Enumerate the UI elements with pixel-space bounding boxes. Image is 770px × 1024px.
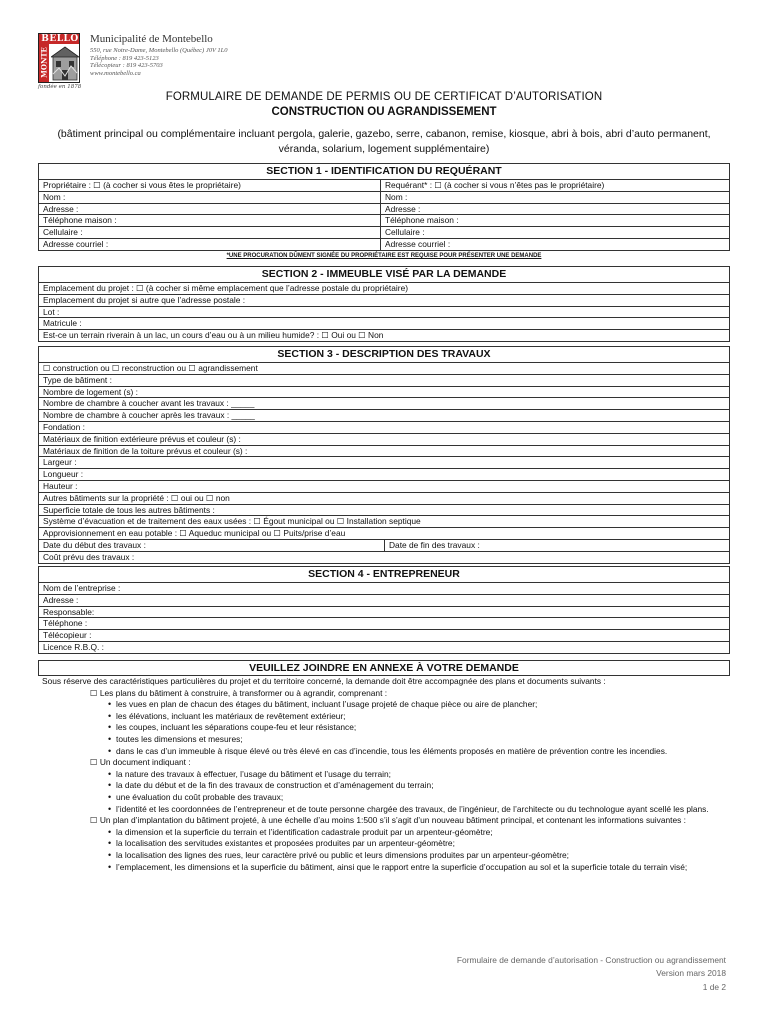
section4-table bbox=[38, 566, 730, 654]
exterior-materials-field[interactable]: Matériaux de finition extérieure prévus et couleur (s) : bbox=[39, 433, 730, 445]
form-title bbox=[38, 90, 730, 120]
applicant-name-field[interactable]: Nom : bbox=[381, 191, 730, 203]
section3-heading: SECTION 3 - DESCRIPTION DES TRAVAUX bbox=[39, 347, 730, 363]
annex-heading: VEUILLEZ JOINDRE EN ANNEXE À VOTRE DEMANDE bbox=[38, 660, 730, 676]
form-title-line1: FORMULAIRE DE DEMANDE DE PERMIS OU DE CERTIFICAT D’AUTORISATION bbox=[165, 91, 603, 103]
matricule-field[interactable]: Matricule : bbox=[39, 318, 730, 330]
list-item: • les vues en plan de chacun des étages du bâtiment, incluant l’usage projeté de chaque pièce ou aire de plancher; bbox=[38, 699, 730, 711]
footer-document-name: Formulaire de demande d’autorisation - Construction ou agrandissement bbox=[456, 955, 726, 965]
contractor-address-field[interactable]: Adresse : bbox=[39, 594, 730, 606]
owner-address-field[interactable]: Adresse : bbox=[39, 203, 381, 215]
montebello-logo bbox=[38, 33, 80, 83]
form-title-line2: CONSTRUCTION OU AGRANDISSEMENT bbox=[271, 106, 497, 118]
list-item: • la localisation des lignes des rues, leur caractère privé ou public et leurs dimensions produites par un arpenteur-géomètre; bbox=[38, 850, 730, 862]
owner-email-field[interactable]: Adresse courriel : bbox=[39, 238, 381, 250]
founded-date: fondée en 1878 bbox=[38, 84, 82, 90]
contractor-phone-field[interactable]: Téléphone : bbox=[39, 618, 730, 630]
owner-checkbox-field[interactable]: Propriétaire : ☐ (à cocher si vous êtes le propriétaire) bbox=[39, 180, 381, 192]
section4-heading: SECTION 4 - ENTREPRENEUR bbox=[39, 567, 730, 583]
list-item: • la localisation des servitudes existantes et proposées produites par un arpenteur-géomètre; bbox=[38, 838, 730, 850]
bedrooms-after-field[interactable]: Nombre de chambre à coucher après les travaux : _____ bbox=[39, 410, 730, 422]
form-subtitle: (bâtiment principal ou complémentaire incluant pergola, galerie, gazebo, serre, cabanon, remise, kiosque, abri à bois, abri d’auto permanent, véranda, solarium, logement supplémentaire) bbox=[57, 128, 711, 155]
foundation-field[interactable]: Fondation : bbox=[39, 421, 730, 433]
responsible-field[interactable]: Responsable: bbox=[39, 606, 730, 618]
work-type-checkboxes[interactable]: ☐ construction ou ☐ reconstruction ou ☐ agrandissement bbox=[39, 363, 730, 375]
section2-table bbox=[38, 266, 730, 342]
plans-checkbox[interactable]: ☐ Les plans du bâtiment à construire, à transformer ou à agrandir, comprenant : bbox=[90, 687, 388, 698]
owner-home-phone-field[interactable]: Téléphone maison : bbox=[39, 215, 381, 227]
castle-icon bbox=[51, 46, 79, 82]
owner-name-field[interactable]: Nom : bbox=[39, 191, 381, 203]
municipality-name: Municipalité de Montebello bbox=[90, 33, 213, 45]
annex-intro: Sous réserve des caractéristiques particulières du projet et du territoire concerné, la demande doit être accompagnée des plans et documents suivants : bbox=[42, 676, 606, 686]
applicant-checkbox-field[interactable]: Requérant* : ☐ (à cocher si vous n’êtes pas le propriétaire) bbox=[381, 180, 730, 192]
footer-page-number: 1 de 2 bbox=[702, 981, 726, 992]
list-item: • la nature des travaux à effectuer, l’usage du bâtiment et l’usage du terrain; bbox=[38, 769, 730, 781]
section1-heading: SECTION 1 - IDENTIFICATION DU REQUÉRANT bbox=[39, 164, 730, 180]
width-field[interactable]: Largeur : bbox=[39, 457, 730, 469]
start-date-field[interactable]: Date du début des travaux : bbox=[39, 539, 385, 551]
applicant-address-field[interactable]: Adresse : bbox=[381, 203, 730, 215]
list-item: • la date du début et de la fin des travaux de construction et d’aménagement du terrain; bbox=[38, 780, 730, 792]
page-footer bbox=[457, 954, 726, 994]
list-item: • l’identité et les coordonnées de l’entrepreneur et de toute personne chargée des travaux, de l’ingénieur, de l’architecte ou du technologue ayant scellé les plans. bbox=[38, 804, 730, 816]
building-type-field[interactable]: Type de bâtiment : bbox=[39, 374, 730, 386]
other-buildings-area-field[interactable]: Superficie totale de tous les autres bâtiments : bbox=[39, 504, 730, 516]
units-count-field[interactable]: Nombre de logement (s) : bbox=[39, 386, 730, 398]
list-item: • toutes les dimensions et mesures; bbox=[38, 734, 730, 746]
logo-band-text: BELLO bbox=[39, 34, 80, 44]
section2-heading: SECTION 2 - IMMEUBLE VISÉ PAR LA DEMANDE bbox=[39, 267, 730, 283]
list-item: • la dimension et la superficie du terrain et l’identification cadastrale produit par un arpenteur-géomètre; bbox=[38, 827, 730, 839]
project-location-other-field[interactable]: Emplacement du projet si autre que l’adresse postale : bbox=[39, 294, 730, 306]
applicant-email-field[interactable]: Adresse courriel : bbox=[381, 238, 730, 250]
contractor-fax-field[interactable]: Télécopieur : bbox=[39, 630, 730, 642]
project-location-checkbox-field[interactable]: Emplacement du projet : ☐ (à cocher si même emplacement que l’adresse postale du propriétaire) bbox=[39, 283, 730, 295]
bedrooms-before-field[interactable]: Nombre de chambre à coucher avant les travaux : _____ bbox=[39, 398, 730, 410]
rbq-license-field[interactable]: Licence R.B.Q. : bbox=[39, 641, 730, 653]
water-supply-checkboxes[interactable]: Approvisionnement en eau potable : ☐ Aqueduc municipal ou ☐ Puits/prise d’eau bbox=[39, 528, 730, 540]
section1-table bbox=[38, 163, 730, 261]
other-buildings-checkboxes[interactable]: Autres bâtiments sur la propriété : ☐ oui ou ☐ non bbox=[39, 492, 730, 504]
height-field[interactable]: Hauteur : bbox=[39, 480, 730, 492]
letterhead bbox=[38, 33, 338, 91]
lot-field[interactable]: Lot : bbox=[39, 306, 730, 318]
applicant-home-phone-field[interactable]: Téléphone maison : bbox=[381, 215, 730, 227]
wastewater-checkboxes[interactable]: Système d’évacuation et de traitement des eaux usées : ☐ Égout municipal ou ☐ Installation septique bbox=[39, 516, 730, 528]
length-field[interactable]: Longueur : bbox=[39, 469, 730, 481]
municipality-address: 550, rue Notre-Dame, Montebello (Québec) J0V 1L0 Téléphone : 819 423-5123 Télécopieur : 819 423-5703 www.montebello.ca bbox=[90, 47, 228, 77]
proxy-note: *UNE PROCURATION DÛMENT SIGNÉE DU PROPRIÉTAIRE EST REQUISE POUR PRÉSENTER UNE DEMANDE bbox=[226, 252, 542, 259]
section3-table bbox=[38, 346, 730, 564]
estimated-cost-field[interactable]: Coût prévu des travaux : bbox=[39, 551, 730, 563]
company-name-field[interactable]: Nom de l’entreprise : bbox=[39, 583, 730, 595]
waterfront-question-field[interactable]: Est-ce un terrain riverain à un lac, un cours d’eau ou à un milieu humide? : ☐ Oui ou ☐ Non bbox=[39, 330, 730, 342]
list-item: • l’emplacement, les dimensions et la superficie du bâtiment, ainsi que le rapport entre la superficie d’occupation au sol et la superficie totale du terrain visé; bbox=[38, 862, 730, 874]
logo-side-text: MONTE bbox=[39, 47, 49, 78]
footer-version: Version mars 2018 bbox=[656, 968, 726, 979]
document-checkbox[interactable]: ☐ Un document indiquant : bbox=[90, 757, 191, 768]
list-item: • une évaluation du coût probable des travaux; bbox=[38, 792, 730, 804]
list-item: • dans le cas d’un immeuble à risque élevé ou très élevé en cas d’incendie, tous les éléments proposés en matière de prévention contre les incendies. bbox=[38, 746, 730, 758]
list-item: • les élévations, incluant les matériaux de revêtement extérieur; bbox=[38, 711, 730, 723]
owner-cell-field[interactable]: Cellulaire : bbox=[39, 227, 381, 239]
roof-materials-field[interactable]: Matériaux de finition de la toiture prévus et couleur (s) : bbox=[39, 445, 730, 457]
end-date-field[interactable]: Date de fin des travaux : bbox=[385, 539, 730, 551]
list-item: • les coupes, incluant les séparations coupe-feu et leur résistance; bbox=[38, 722, 730, 734]
site-plan-checkbox[interactable]: ☐ Un plan d’implantation du bâtiment projeté, à une échelle d’au moins 1:500 s’il s’agit d’un nouveau bâtiment principal, et contenant les informations suivantes : bbox=[90, 815, 686, 826]
applicant-cell-field[interactable]: Cellulaire : bbox=[381, 227, 730, 239]
annex-section bbox=[38, 660, 730, 873]
